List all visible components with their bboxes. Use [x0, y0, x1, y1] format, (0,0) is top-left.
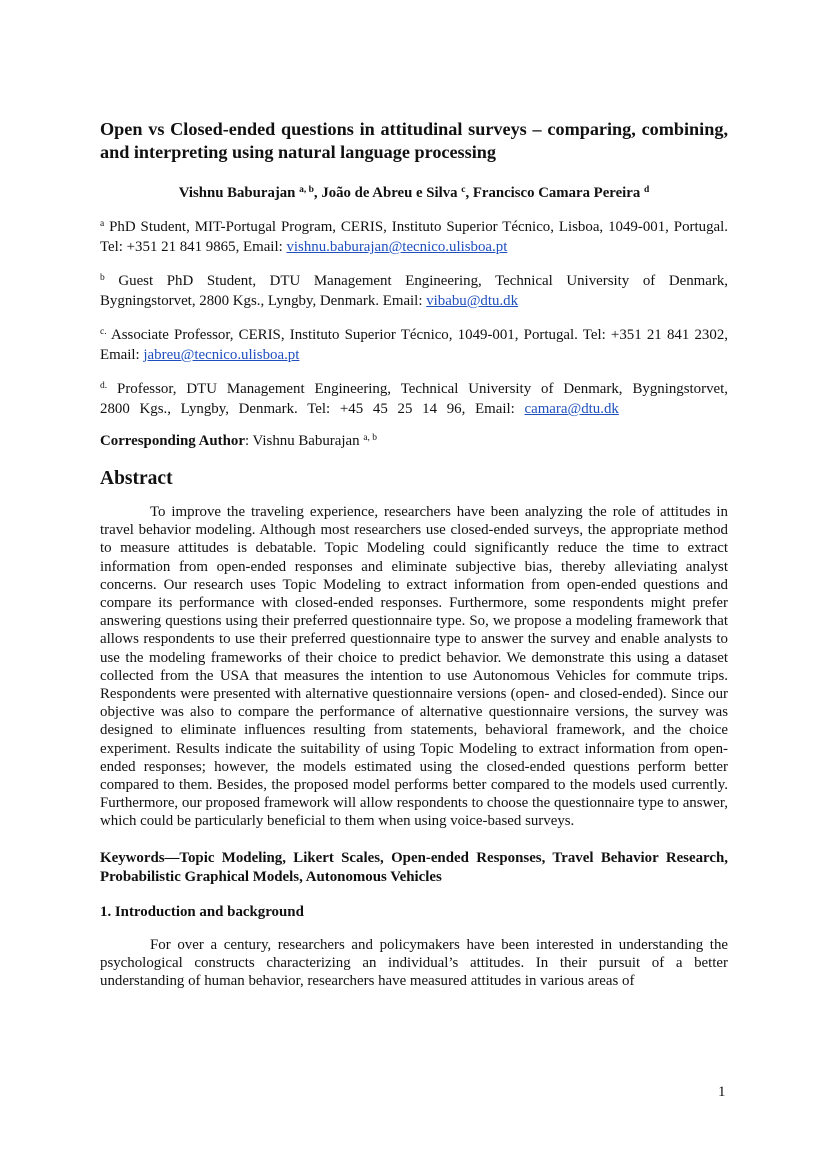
paper-title: Open vs Closed-ended questions in attitudinal surveys – comparing, combining, and interpreting using natural language processing: [100, 119, 728, 162]
email-link-b[interactable]: vibabu@dtu.dk: [426, 293, 519, 309]
affiliation-d: $^{d.}$ Professor, DTU Management Engineering, Technical University of Denmark, Bygningstorvet, 2800 Kgs., Lyngby, Denmark. Tel: +45 45 25 14 96, Email: camara@dtu.dk: [100, 381, 728, 417]
author-1: Vishnu Baburajan $^{a, b}$,: [178, 185, 322, 201]
email-link-d[interactable]: camara@dtu.dk: [524, 401, 619, 417]
email-link-c[interactable]: jabreu@tecnico.ulisboa.pt: [143, 347, 300, 363]
affiliation-b: $^b$ Guest PhD Student, DTU Management Engineering, Technical University of Denmark, Bygningstorvet, 2800 Kgs., Lyngby, Denmark. Email: vibabu@dtu.dk: [100, 273, 728, 309]
section-heading: 1. Introduction and background: [100, 903, 304, 920]
author-list: [100, 183, 728, 203]
corresponding-author: Corresponding Author: Vishnu Baburajan $^{a, b}$: [100, 433, 378, 449]
email-link-a[interactable]: vishnu.baburajan@tecnico.ulisboa.pt: [286, 239, 508, 255]
page-number: 1: [718, 1084, 726, 1100]
intro-paragraph: For over a century, researchers and policymakers have been interested in understanding the psychological constructs characterizing an individual’s attitudes. In their pursuit of a better understanding of human behavior, researchers have measured attitudes in various areas of: [100, 936, 728, 990]
affiliation-c: $^{c.}$ Associate Professor, CERIS, Instituto Superior Técnico, 1049-001, Portugal. Tel: +351 21 841 2302, Email: jabreu@tecnico.ulisboa.pt: [100, 327, 728, 363]
keywords: Keywords—Topic Modeling, Likert Scales, Open-ended Responses, Travel Behavior Research, Probabilistic Graphical Models, Autonomous Vehicles: [100, 849, 728, 885]
affiliation-a: $^a$ PhD Student, MIT-Portugal Program, CERIS, Instituto Superior Técnico, Lisboa, 1049-001, Portugal. Tel: +351 21 841 9865, Email: vishnu.baburajan@tecnico.ulisboa.pt: [100, 219, 728, 255]
abstract-text: To improve the traveling experience, researchers have been analyzing the role of attitudes in travel behavior modeling. Although most researchers use closed-ended surveys, the appropriate method to measure attitudes is debatable. Topic Modeling could significantly reduce the time to extract information from open-ended responses and eliminate subjective bias, thereby alleviating analyst concerns. Our research uses Topic Modeling to extract information from open-ended questions and compare its performance with closed-ended responses. Furthermore, some respondents might prefer answering questions using their preferred questionnaire type. So, we propose a modeling framework that allows respondents to use their preferred questionnaire type to answer the survey and enable analysts to use the modeling frameworks of their choice to predict behavior. We demonstrate this using a dataset collected from the USA that measures the intention to use Autonomous Vehicles for commute trips. Respondents were presented with alternative questionnaire versions (open- and closed-ended). Since our objective was also to compare the performance of alternative questionnaire versions, the survey was designed to eliminate influences resulting from statements, behavioral framework, and the choice experiment. Results indicate the suitability of using Topic Modeling to extract information from open-ended responses; however, the models estimated using the closed-ended questions perform better compared to them. Besides, the proposed model performs better compared to the models used currently. Furthermore, our proposed framework will allow respondents to choose the questionnaire type to answer, which could be particularly beneficial to them when using voice-based surveys.: [100, 504, 728, 830]
paper-page: [100, 118, 728, 990]
author-3: Francisco Camara Pereira $^d$: [472, 185, 650, 201]
author-2: João de Abreu e Silva $^c$,: [321, 185, 473, 201]
abstract-heading: Abstract: [100, 468, 173, 489]
